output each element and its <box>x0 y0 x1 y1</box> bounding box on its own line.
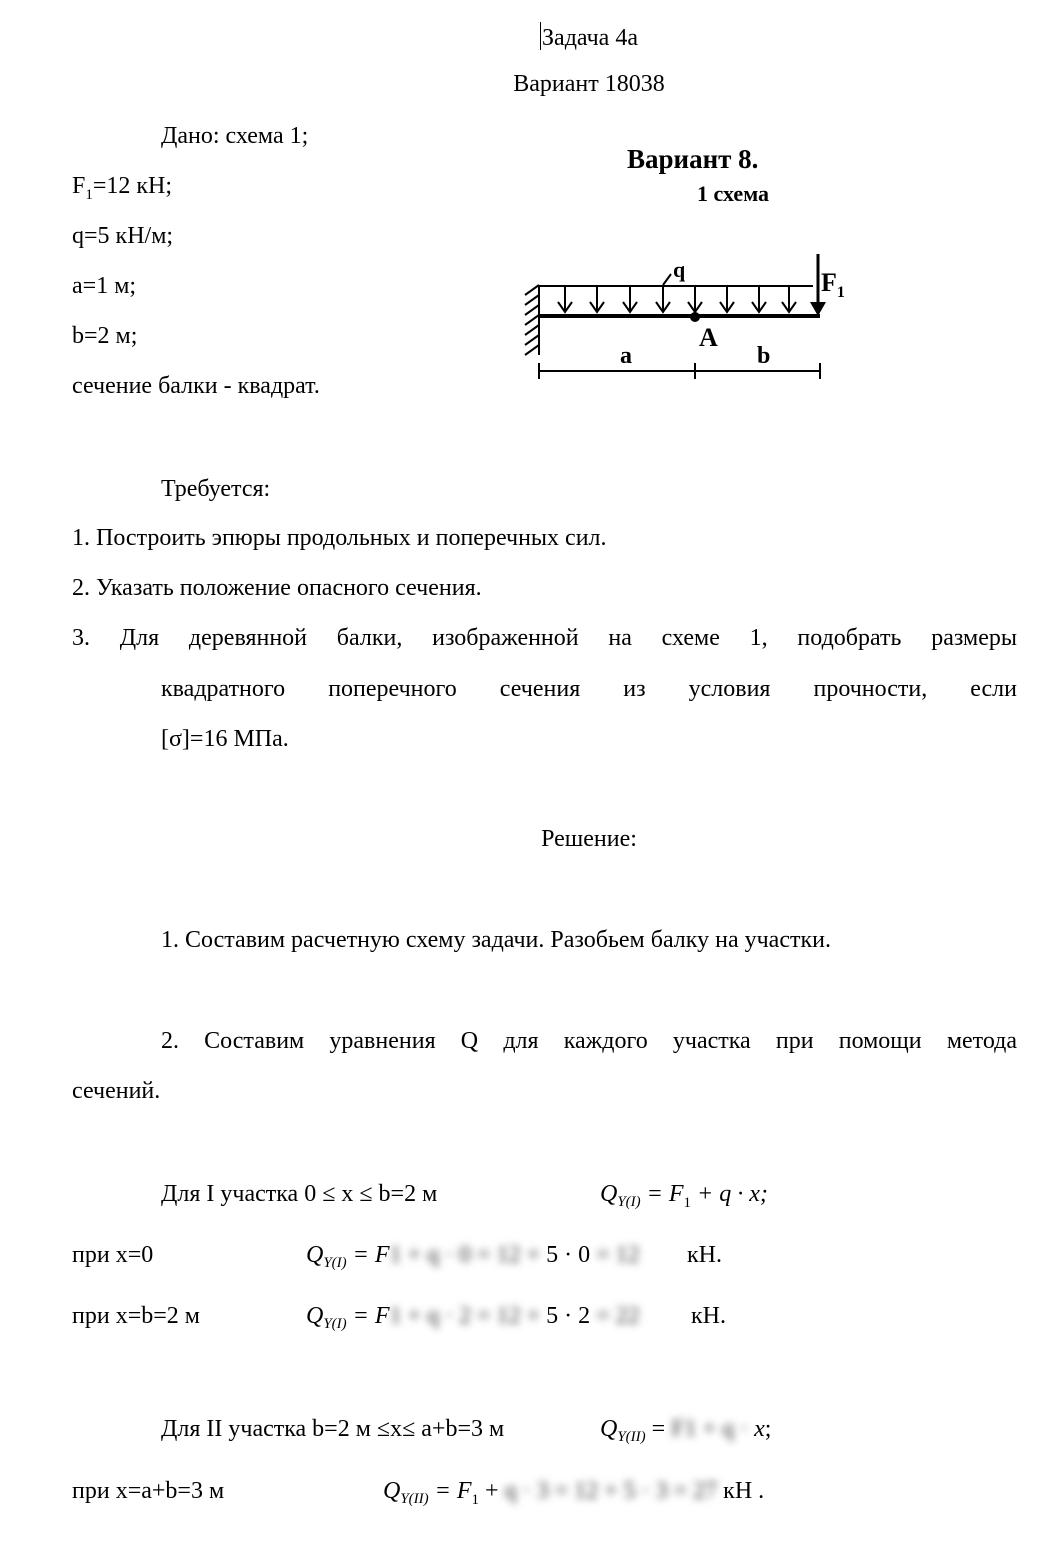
blurred-text: F1 + q · <box>671 1416 755 1442</box>
formula-eq: = F <box>346 1303 390 1329</box>
force-f1-head <box>810 302 826 316</box>
blurred-text: = 12 <box>590 1242 640 1268</box>
figure-subtitle: 1 схема <box>697 181 770 206</box>
required-heading: Требуется: <box>161 476 271 502</box>
fixed-support <box>525 285 539 355</box>
formula-tail: + q · x; <box>691 1181 768 1207</box>
solution-heading: Решение: <box>541 826 637 852</box>
word: 1, <box>749 625 768 651</box>
blurred-text: = 22 <box>590 1303 640 1329</box>
blurred-text: 1 + q · 2 = 12 + <box>389 1303 547 1329</box>
q-leader <box>663 274 671 285</box>
required-item-1: 1. Построить эпюры продольных и поперечных сил. <box>72 525 607 551</box>
word: прочности, <box>813 676 928 702</box>
blurred-text: q · 3 = 12 + 5 · 3 = 27 <box>498 1478 718 1504</box>
text-cursor <box>540 22 541 50</box>
section-1-row-2-label: при x=b=2 м <box>72 1303 200 1329</box>
formula-unit: кН . <box>717 1478 765 1504</box>
section-1-label: Для I участка 0 ≤ x ≤ b=2 м <box>161 1181 438 1207</box>
formula-sub: Y(I) <box>323 1316 347 1332</box>
word: балки, <box>336 625 403 651</box>
formula-x: x <box>754 1416 765 1442</box>
label-f1 <box>821 270 845 301</box>
formula-mid: 5 · 0 <box>546 1242 591 1268</box>
formula-eq: = F <box>640 1181 684 1207</box>
word: для <box>503 1028 539 1054</box>
section-2-formula <box>600 1417 771 1445</box>
blurred-text: 1 + q · 0 = 12 + <box>389 1242 547 1268</box>
formula-sub: Y(II) <box>617 1429 646 1445</box>
figure-title: Вариант 8. <box>627 144 759 174</box>
formula-q: Q <box>383 1478 401 1504</box>
section-2-row-1-label: при x=a+b=3 м <box>72 1478 225 1504</box>
label-a-point: A <box>699 323 718 352</box>
word: участка <box>672 1028 751 1054</box>
word: размеры <box>931 625 1017 651</box>
formula-mid: 5 · 2 <box>546 1303 591 1329</box>
word: изображенной <box>432 625 579 651</box>
word: если <box>970 676 1017 702</box>
word: квадратного <box>161 676 286 702</box>
solution-step-1: 1. Составим расчетную схему задачи. Разобьем балку на участки. <box>161 927 831 953</box>
formula-f-sub: 1 <box>683 1194 692 1211</box>
formula-sub: Y(I) <box>617 1194 641 1210</box>
word: на <box>608 625 632 651</box>
word: каждого <box>563 1028 648 1054</box>
required-item-3-line-1 <box>72 626 1017 650</box>
section-1-row-1-formula <box>306 1243 640 1271</box>
formula-end: ; <box>764 1416 772 1442</box>
section-1-formula <box>600 1182 768 1211</box>
word: Составим <box>204 1028 305 1054</box>
word: деревянной <box>188 625 308 651</box>
variant-line: Вариант 18038 <box>513 71 665 97</box>
section-1-row-2-formula <box>306 1304 640 1332</box>
given-b: b=2 м; <box>72 323 138 349</box>
required-item-3-line-2 <box>161 677 1017 701</box>
distributed-load-arrows <box>558 286 796 312</box>
section-2-label: Для II участка b=2 м ≤x≤ a+b=3 м <box>161 1416 505 1442</box>
label-q: q <box>673 257 686 282</box>
label-f1-letter: F <box>821 268 837 297</box>
word: 3. <box>72 625 90 651</box>
required-item-2: 2. Указать положение опасного сечения. <box>72 575 482 601</box>
formula-q: Q <box>600 1181 618 1207</box>
section-2-row-1-formula <box>383 1479 764 1508</box>
given-q: q=5 кН/м; <box>72 223 174 249</box>
word: Для <box>119 625 160 651</box>
required-item-3-line-3: [σ]=16 МПа. <box>161 726 289 752</box>
section-1-row-1-label: при x=0 <box>72 1242 154 1268</box>
formula-sub: Y(II) <box>400 1491 429 1507</box>
label-a-span: a <box>620 343 632 369</box>
given-heading: Дано: схема 1; <box>161 123 309 149</box>
given-f1 <box>72 174 172 203</box>
formula-plus: + <box>479 1478 499 1504</box>
word: помощи <box>838 1028 922 1054</box>
solution-step-2-line-2: сечений. <box>72 1078 161 1104</box>
word: 2. <box>161 1028 179 1054</box>
word: уравнения <box>329 1028 436 1054</box>
formula-f-sub: 1 <box>471 1491 480 1508</box>
problem-title <box>0 22 1058 50</box>
word: Q <box>460 1028 479 1054</box>
formula-eq: = F <box>428 1478 472 1504</box>
word: условия <box>688 676 771 702</box>
dimension-line <box>539 363 820 379</box>
label-f1-sub: 1 <box>836 284 845 302</box>
given-f1-symbol: F <box>72 173 86 199</box>
label-b-span: b <box>757 343 771 369</box>
formula-q: Q <box>600 1416 618 1442</box>
formula-q: Q <box>306 1242 324 1268</box>
given-a: a=1 м; <box>72 273 137 299</box>
word: при <box>775 1028 814 1054</box>
formula-sub: Y(I) <box>323 1255 347 1271</box>
word: подобрать <box>797 625 902 651</box>
word: поперечного <box>328 676 457 702</box>
word: схеме <box>661 625 720 651</box>
given-f1-sub: 1 <box>85 186 93 203</box>
problem-title-text: Задача 4а <box>542 25 638 51</box>
solution-step-2-line-1 <box>161 1029 1017 1053</box>
section-1-row-1-unit: кН. <box>687 1242 722 1268</box>
formula-q: Q <box>306 1303 324 1329</box>
word: метода <box>946 1028 1017 1054</box>
formula-eq: = <box>645 1416 672 1442</box>
word: из <box>623 676 646 702</box>
given-f1-value: =12 кН; <box>92 173 173 199</box>
point-a-dot <box>690 312 700 322</box>
word: сечения <box>499 676 581 702</box>
given-section: сечение балки - квадрат. <box>72 373 320 399</box>
formula-eq: = F <box>346 1242 390 1268</box>
section-1-row-2-unit: кН. <box>691 1303 726 1329</box>
